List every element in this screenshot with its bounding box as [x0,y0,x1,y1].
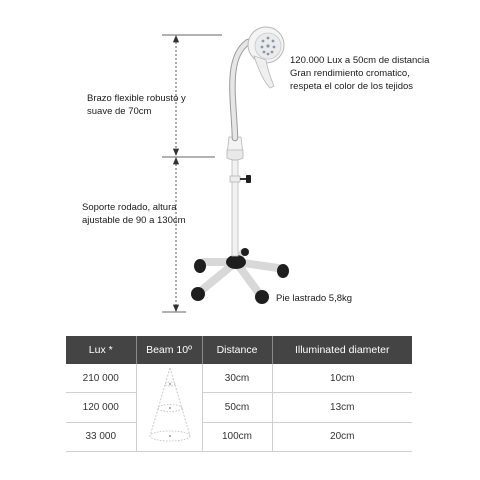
table-row [66,393,412,422]
lux-cell: 33 000 [66,422,136,451]
diameter-cell: 13cm [272,393,412,422]
column-header-distance: Distance [202,336,272,364]
diameter-cell: 10cm [272,364,412,393]
arrow-up-icon [174,36,179,42]
lamp-head [248,27,284,88]
diameter-cell: 20cm [272,422,412,451]
note-line: ajustable de 90 a 130cm [82,215,186,226]
light-output-note [290,54,429,93]
distance-cell: 50cm [202,393,272,422]
flexible-arm [232,42,248,138]
arrow-down-icon [174,149,179,155]
note-line: 120.000 Lux a 50cm de distancia [290,55,430,66]
column-header-beam: Beam 10º [136,336,202,364]
height-knob [246,175,251,183]
note-line: respeta el color de los tejidos [290,81,414,92]
note-line: Brazo flexible robusto y [87,93,186,104]
table-row [66,364,412,393]
note-line: Pie lastrado 5,8kg [276,293,353,304]
column-header-lux: Lux * [66,336,136,364]
lux-cell: 120 000 [66,393,136,422]
rolling-base [191,248,289,304]
note-line: suave de 70cm [87,106,152,117]
beam-cone-icon [137,364,203,448]
weighted-base-note [276,292,352,305]
dimension-lines [162,35,222,312]
column-header-diameter: Illuminated diameter [272,336,412,364]
arrow-down-icon [174,305,179,311]
note-line: Gran rendimiento cromatico, [290,68,410,79]
distance-cell: 30cm [202,364,272,393]
table-header-row [66,336,412,364]
beam-cell [136,364,202,452]
lamp-pole [227,137,251,256]
lux-cell: 210 000 [66,364,136,393]
spec-table [66,336,412,452]
distance-cell: 100cm [202,422,272,451]
table-row [66,422,412,451]
note-line: Soporte rodado, altura [82,202,177,213]
rolling-stand-note [82,201,186,227]
arrow-up-icon [174,158,179,164]
flexible-arm-note [87,92,186,118]
